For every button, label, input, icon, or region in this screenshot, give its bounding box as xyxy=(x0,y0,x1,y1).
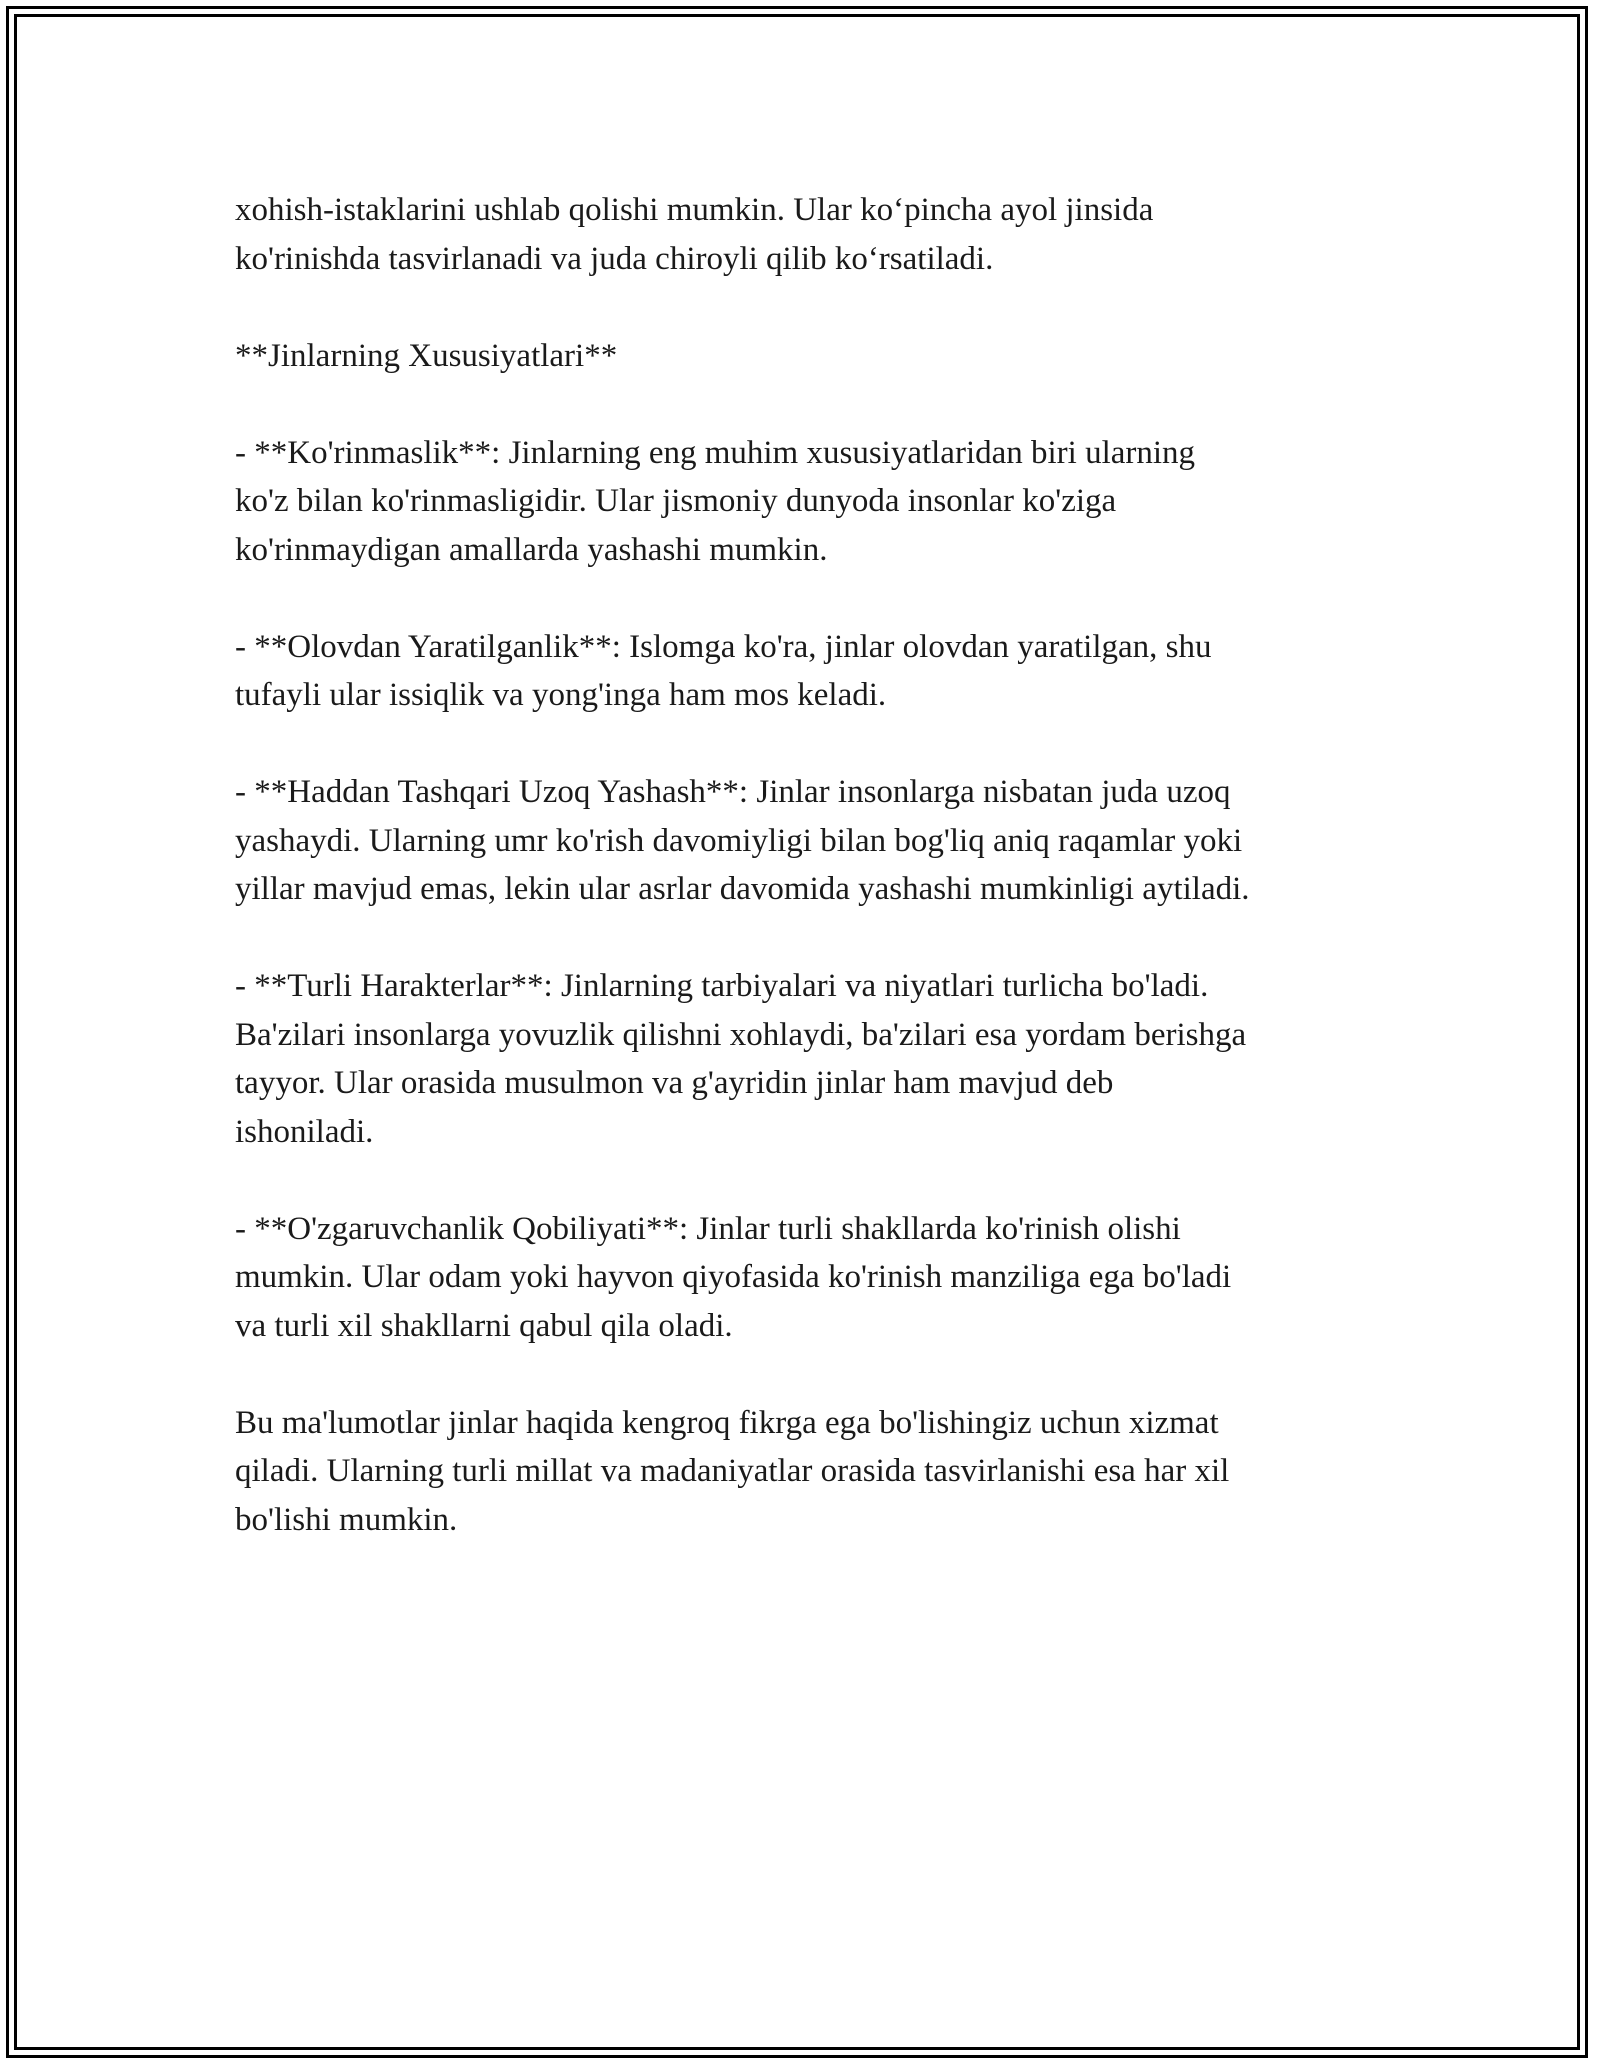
text-line: yashaydi. Ularning umr ko'rish davomiyligi bilan bog'liq aniq raqamlar yoki xyxy=(235,822,1243,859)
list-item-long-life xyxy=(235,768,1375,914)
text-line: Ba'zilari insonlarga yovuzlik qilishni xohlaydi, ba'zilari esa yordam berishga xyxy=(235,1016,1247,1053)
text-line: qiladi. Ularning turli millat va madaniyatlar orasida tasvirlanishi esa har xil xyxy=(235,1453,1230,1489)
section-heading xyxy=(235,332,1375,381)
list-item-made-of-fire xyxy=(235,623,1375,720)
document-body xyxy=(235,186,1375,1593)
text-line: - **Ko'rinmaslik**: Jinlarning eng muhim xususiyatlaridan biri ularning xyxy=(235,434,1196,471)
paragraph-conclusion xyxy=(235,1399,1375,1545)
text-line: va turli xil shakllarni qabul qila oladi. xyxy=(235,1307,733,1344)
text-line: - **O'zgaruvchanlik Qobiliyati**: Jinlar turli shakllarda ko'rinish olishi xyxy=(235,1210,1181,1247)
text-line: yillar mavjud emas, lekin ular asrlar davomida yashashi mumkinligi aytiladi. xyxy=(235,871,1250,907)
list-item-shapeshifting xyxy=(235,1205,1375,1351)
text-line: - **Haddan Tashqari Uzoq Yashash**: Jinlar insonlarga nisbatan juda uzoq xyxy=(235,774,1231,810)
text-line: - **Turli Harakterlar**: Jinlarning tarbiyalari va niyatlari turlicha bo'ladi. xyxy=(235,968,1209,1004)
paragraph-intro-continued xyxy=(235,186,1375,283)
text-line: - **Olovdan Yaratilganlik**: Islomga ko'ra, jinlar olovdan yaratilgan, shu xyxy=(235,628,1212,665)
text-line: ko'rinmaydigan amallarda yashashi mumkin. xyxy=(235,531,828,568)
text-line: bo'lishi mumkin. xyxy=(235,1501,458,1538)
section-heading-text: **Jinlarning Xususiyatlari** xyxy=(235,337,618,374)
text-line: tayyor. Ular orasida musulmon va g'ayridin jinlar ham mavjud deb xyxy=(235,1065,1114,1101)
list-item-invisibility xyxy=(235,429,1375,575)
text-line: xohish-istaklarini ushlab qolishi mumkin. Ular ko‘pincha ayol jinsida xyxy=(235,192,1154,228)
text-line: ko'rinishda tasvirlanadi va juda chiroyli qilib ko‘rsatiladi. xyxy=(235,240,994,277)
list-item-characters xyxy=(235,962,1375,1156)
text-line: tufayli ular issiqlik va yong'inga ham mos keladi. xyxy=(235,677,887,713)
text-line: ishoniladi. xyxy=(235,1113,374,1150)
text-line: Bu ma'lumotlar jinlar haqida kengroq fikrga ega bo'lishingiz uchun xizmat xyxy=(235,1404,1219,1441)
text-line: mumkin. Ular odam yoki hayvon qiyofasida ko'rinish manziliga ega bo'ladi xyxy=(235,1259,1232,1295)
text-line: ko'z bilan ko'rinmasligidir. Ular jismoniy dunyoda insonlar ko'ziga xyxy=(235,483,1117,519)
